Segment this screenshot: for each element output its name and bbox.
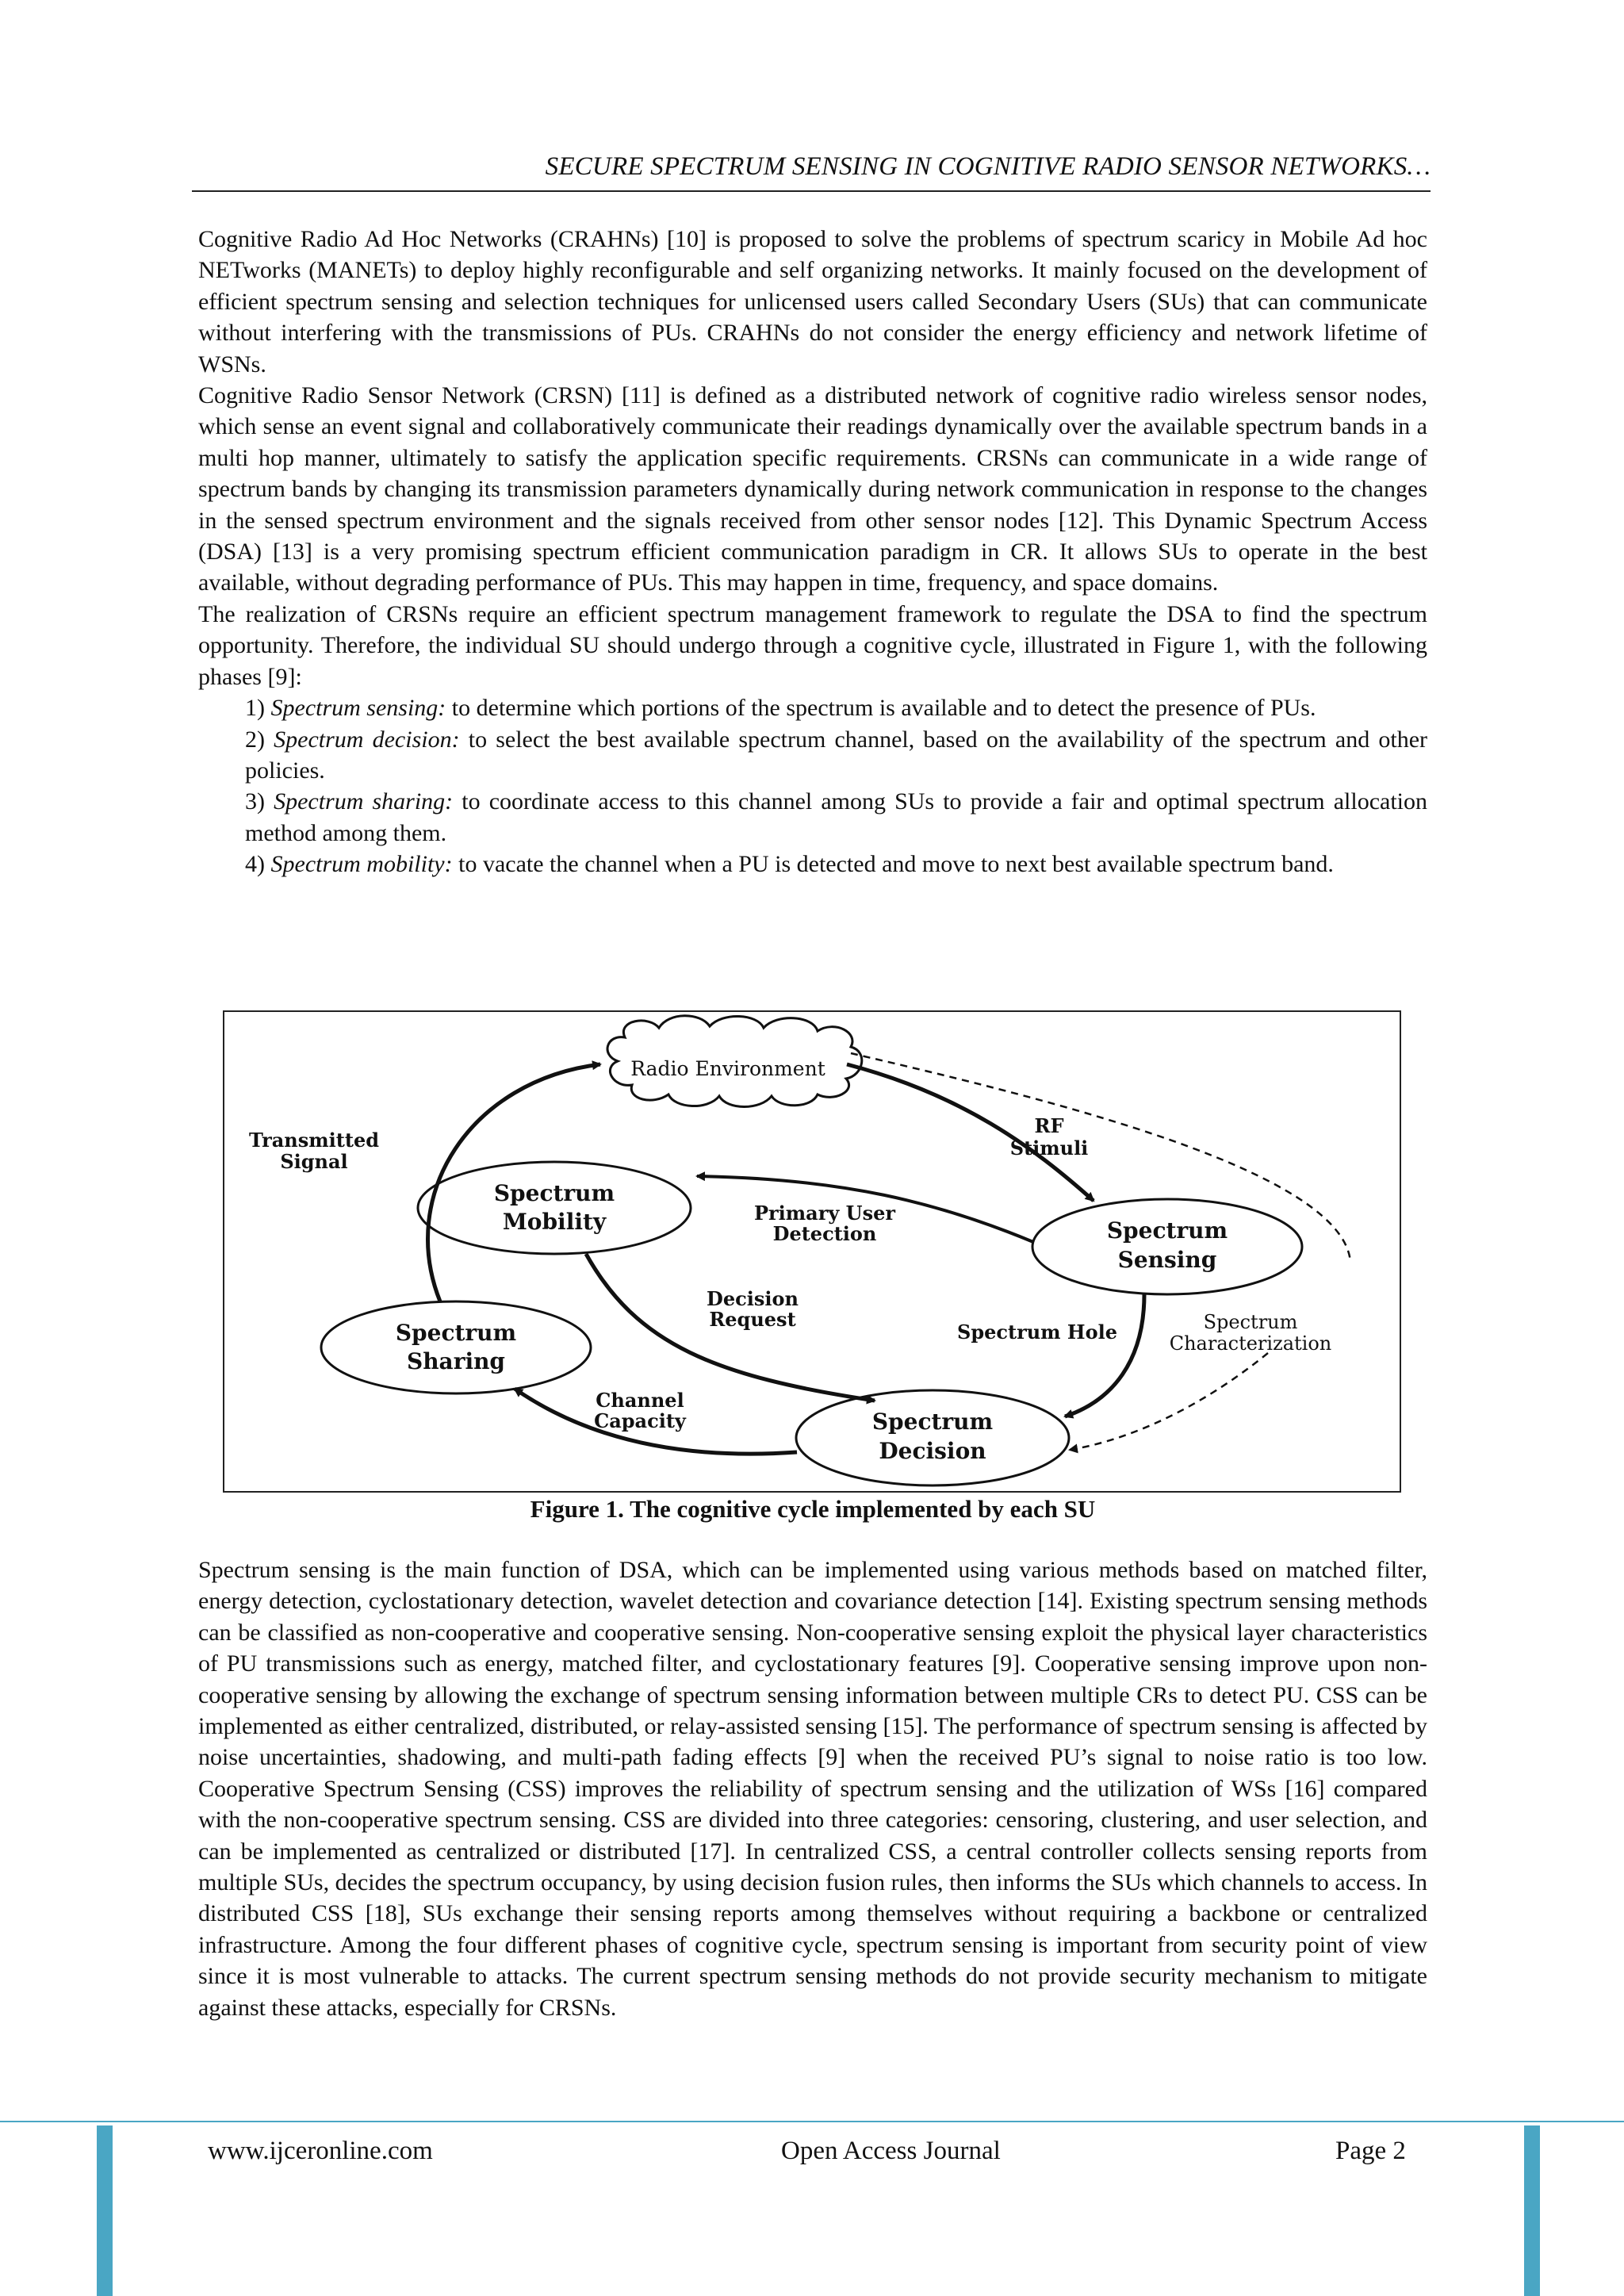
phase-number: 3) [245, 788, 265, 815]
transmitted-signal-label-1: Transmitted [248, 1129, 380, 1152]
phase-item-sharing [198, 786, 1427, 849]
rf-stimuli-label-1: RF [1034, 1114, 1064, 1137]
running-header: SECURE SPECTRUM SENSING IN COGNITIVE RADIO SENSOR NETWORKS… [545, 152, 1431, 181]
channel-capacity-label-1: Channel [596, 1389, 684, 1412]
spectrum-characterization-label-2: Characterization [1169, 1332, 1332, 1355]
spectrum-mobility-label-1: Spectrum [493, 1180, 615, 1206]
phase-term: Spectrum sharing: [274, 788, 454, 815]
spectrum-characterization-dashed-bottom [1070, 1353, 1268, 1450]
rf-stimuli-label-2: Stimuli [1009, 1137, 1089, 1159]
paragraph-crahn: Cognitive Radio Ad Hoc Networks (CRAHNs) [10] is proposed to solve the problems of spectrum scaricy in Mobile Ad hoc NETworks (MANETs) to deploy highly reconfigurable and self organizing networks. It mainly focused on the development of efficient spectrum sensing and selection techniques for unlicensed users called Secondary Users (SUs) that can communicate without interfering with the transmissions of PUs. CRAHNs do not consider the energy efficiency and network lifetime of WSNs. [198, 226, 1427, 378]
phase-description: to determine which portions of the spectrum is available and to detect the presence of PUs. [451, 695, 1316, 722]
cognitive-cycle-figure [223, 1010, 1401, 1493]
phase-description: to coordinate access to this channel among SUs to provide a fair and optimal spectrum allocation method among them. [245, 788, 1427, 846]
spectrum-hole-arrow [1065, 1294, 1144, 1416]
spectrum-sensing-label-1: Spectrum [1106, 1217, 1228, 1244]
phase-number: 2) [245, 726, 265, 753]
decision-request-label-1: Decision [707, 1287, 799, 1310]
transmitted-signal-label-2: Signal [280, 1150, 348, 1173]
spectrum-sensing-label-2: Sensing [1117, 1247, 1217, 1273]
footer-journal: Open Access Journal [781, 2137, 1001, 2165]
spectrum-mobility-node [418, 1162, 691, 1254]
radio-environment-label: Radio Environment [630, 1057, 825, 1080]
footer-website: www.ijceronline.com [208, 2137, 433, 2165]
spectrum-mobility-label-2: Mobility [502, 1209, 607, 1235]
primary-user-detection-label-2: Detection [772, 1222, 877, 1245]
cognitive-cycle-diagram [224, 1012, 1400, 1491]
phase-number: 1) [245, 695, 265, 722]
spectrum-decision-label-1: Spectrum [871, 1409, 994, 1435]
phase-item-sensing [198, 692, 1427, 723]
channel-capacity-label-2: Capacity [594, 1409, 686, 1432]
phase-item-decision [198, 724, 1427, 787]
paragraph-crsn: Cognitive Radio Sensor Network (CRSN) [11] is defined as a distributed network of cognitive radio wireless sensor nodes, which sense an event signal and collaboratively communicate their readings dynamically over the available spectrum bands in a multi hop manner, ultimately to satisfy the application specific requirements. CRSNs can communicate in a wide range of spectrum bands by changing its transmission parameters dynamically during network communication in response to the changes in the sensed spectrum environment and the signals received from other sensor nodes [12]. This Dynamic Spectrum Access (DSA) [13] is a very promising spectrum efficient communication paradigm in CR. It allows SUs to operate in the best available, without degrading performance of PUs. This may happen in time, frequency, and space domains. [198, 382, 1427, 596]
primary-user-detection-label-1: Primary User [753, 1202, 896, 1225]
phase-term: Spectrum decision: [274, 726, 460, 753]
phase-number: 4) [245, 851, 265, 878]
phase-item-mobility [198, 849, 1427, 880]
spectrum-hole-label: Spectrum Hole [957, 1320, 1117, 1343]
footer-page-number: Page 2 [1335, 2137, 1406, 2165]
decision-request-label-2: Request [709, 1308, 796, 1331]
phase-description: to vacate the channel when a PU is detected and move to next best available spectrum band. [458, 851, 1334, 878]
body-text-bottom [198, 1554, 1427, 2023]
spectrum-sharing-node [321, 1301, 591, 1393]
phase-term: Spectrum sensing: [270, 695, 446, 722]
body-text-top [198, 224, 1427, 880]
spectrum-characterization-label-1: Spectrum [1203, 1311, 1298, 1333]
paragraph-realization: The realization of CRSNs require an efficient spectrum management framework to regulate the DSA to find the spectrum opportunity. Therefore, the individual SU should undergo through a cognitive cycle, illustrated in Figure 1, with the following phases [9]: [198, 600, 1427, 690]
footer-accent-bar-left [97, 2125, 113, 2296]
figure-caption: Figure 1. The cognitive cycle implemented by each SU [530, 1495, 1096, 1523]
paragraph-spectrum-sensing: Spectrum sensing is the main function of DSA, which can be implemented using various methods based on matched filter, energy detection, cyclostationary detection, wavelet detection and covariance detection [14]. Existing spectrum sensing methods can be classified as non-cooperative and cooperative sensing. Non-cooperative sensing exploit the physical layer characteristics of PU transmissions such as energy, matched filter, and cyclostationary features [9]. Cooperative sensing improve upon non-cooperative sensing by allowing the exchange of spectrum sensing information between multiple CRs to detect PU. CSS can be implemented as either centralized, distributed, or relay-assisted sensing [15]. The performance of spectrum sensing is affected by noise uncertainties, shadowing, and multi-path fading effects [9] when the received PU’s signal to noise ratio is too low. Cooperative Spectrum Sensing (CSS) improves the reliability of spectrum sensing and the utilization of WSs [16] compared with the non-cooperative spectrum sensing. CSS are divided into three categories: censoring, clustering, and user selection, and can be implemented as centralized or distributed [17]. In centralized CSS, a central controller collects sensing reports from multiple SUs, decides the spectrum occupancy, by using decision fusion rules, then informs the SUs which channels to access. In distributed CSS [18], SUs exchange their sensing reports among themselves without requiring a backbone or centralized infrastructure. Among the four different phases of cognitive cycle, spectrum sensing is important from security point of view since it is most vulnerable to attacks. The current spectrum sensing methods do not provide security mechanism to mitigate against these attacks, especially for CRSNs. [198, 1557, 1427, 2021]
spectrum-decision-label-2: Decision [879, 1438, 986, 1464]
header-rule [192, 190, 1431, 192]
phase-description: to select the best available spectrum channel, based on the availability of the spectrum and other policies. [245, 726, 1428, 784]
phase-term: Spectrum mobility: [270, 851, 453, 878]
spectrum-sharing-label-2: Sharing [406, 1348, 506, 1374]
spectrum-sharing-label-1: Spectrum [395, 1320, 517, 1346]
footer-rule [0, 2121, 1624, 2122]
footer-accent-bar-right [1524, 2125, 1540, 2296]
